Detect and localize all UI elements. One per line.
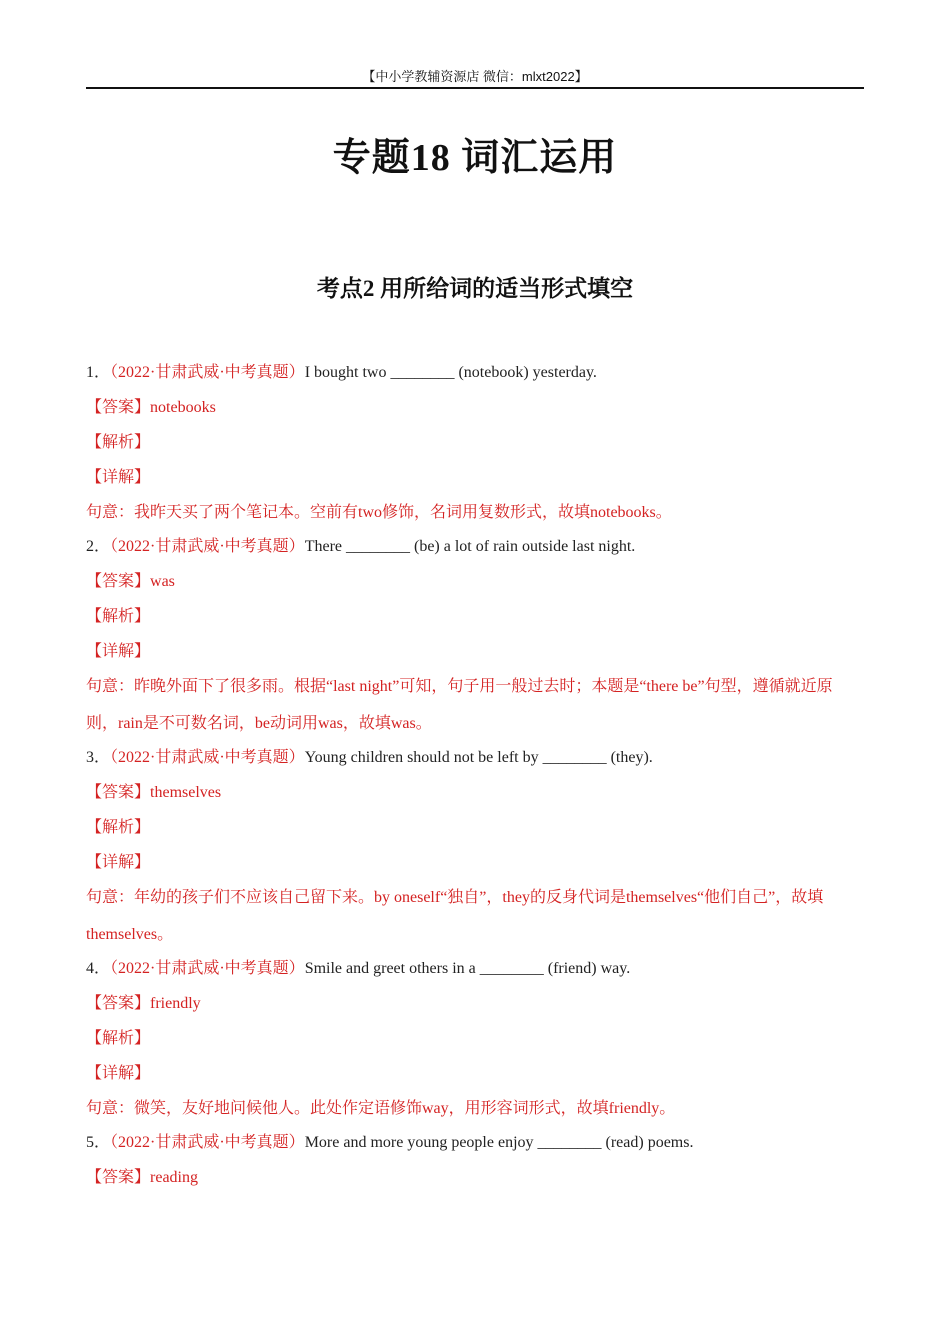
header-divider (86, 87, 864, 89)
question-2 (86, 534, 864, 569)
answer-label: 【答案】 (86, 1169, 151, 1186)
analysis-label: 【解析】 (86, 819, 151, 836)
detail-label: 【详解】 (86, 1065, 151, 1082)
analysis-label: 【解析】 (86, 608, 151, 625)
answer-label: 【答案】 (86, 995, 151, 1012)
answer-value: reading (150, 1169, 198, 1186)
question-source: （2022·甘肃武威·中考真题） (110, 538, 305, 555)
answer-line (86, 780, 864, 815)
question-text: I bought two ________ (notebook) yesterday. (304, 364, 597, 381)
detail-label: 【详解】 (86, 854, 151, 871)
question-number: 3． (86, 749, 111, 766)
question-source: （2022·甘肃武威·中考真题） (110, 364, 305, 381)
question-text: There ________ (be) a lot of rain outside last night. (304, 538, 636, 555)
question-number: 2． (86, 538, 111, 555)
question-list (86, 360, 864, 1200)
section-subtitle: 考点2 用所给词的适当形式填空 (316, 276, 634, 301)
question-source: （2022·甘肃武威·中考真题） (110, 960, 305, 977)
question-number: 5． (86, 1134, 111, 1151)
explanation-text: 句意：微笑，友好地问候他人。此处作定语修饰way，用形容词形式，故填friendly。 (86, 1100, 676, 1117)
question-4 (86, 956, 864, 991)
analysis-label: 【解析】 (86, 434, 151, 451)
explanation-text: 句意：昨晚外面下了很多雨。根据“last night”可知，句子用一般过去时；本题是“there be”句型，遵循就近原则，rain是不可数名词，be动词用was，故填was。 (86, 678, 833, 732)
question-source: （2022·甘肃武威·中考真题） (110, 749, 305, 766)
question-text: More and more young people enjoy ________ (read) poems. (304, 1134, 694, 1151)
question-text: Smile and greet others in a ________ (friend) way. (304, 960, 631, 977)
answer-value: notebooks (150, 399, 216, 416)
explanation-text: 句意：年幼的孩子们不应该自己留下来。by oneself“独自”，they的反身代词是themselves“他们自己”，故填themselves。 (86, 889, 824, 943)
answer-label: 【答案】 (86, 399, 151, 416)
answer-line (86, 395, 864, 430)
answer-label: 【答案】 (86, 573, 151, 590)
question-source: （2022·甘肃武威·中考真题） (110, 1134, 305, 1151)
question-3 (86, 745, 864, 780)
question-number: 1． (86, 364, 111, 381)
answer-value: friendly (150, 995, 201, 1012)
answer-value: was (150, 573, 175, 590)
answer-label: 【答案】 (86, 784, 151, 801)
analysis-label: 【解析】 (86, 1030, 151, 1047)
question-number: 4． (86, 960, 111, 977)
page-title: 专题18 词汇运用 (332, 137, 618, 179)
question-text: Young children should not be left by ________ (they). (304, 749, 653, 766)
detail-label: 【详解】 (86, 469, 151, 486)
question-1 (86, 360, 864, 395)
answer-line (86, 1165, 864, 1200)
question-5 (86, 1130, 864, 1165)
answer-line (86, 569, 864, 604)
detail-label: 【详解】 (86, 643, 151, 660)
answer-line (86, 991, 864, 1026)
page-header: 【中小学教辅资源店 微信：mlxt2022】 (362, 69, 588, 84)
explanation-text: 句意：我昨天买了两个笔记本。空前有two修饰，名词用复数形式，故填notebooks。 (86, 504, 672, 521)
answer-value: themselves (150, 784, 222, 801)
